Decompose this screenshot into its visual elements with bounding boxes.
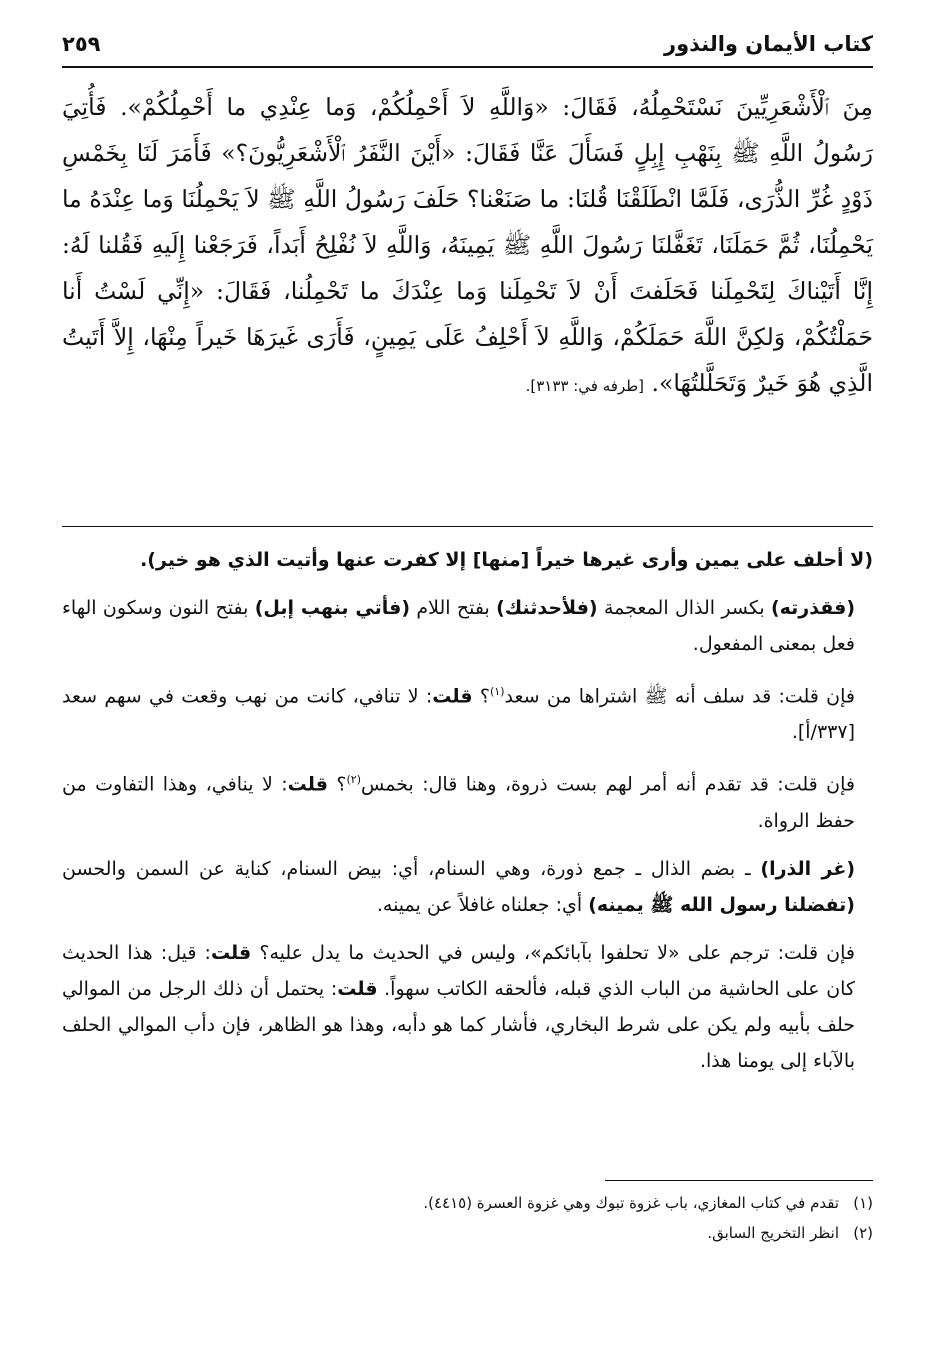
term-faqadhartuhu: (فقذرته) <box>770 597 856 619</box>
hadith-text: مِنَ ٱلْأَشْعَرِيِّينَ نَسْتَحْمِلُهُ، فَقَالَ: «وَاللَّهِ لاَ أَحْمِلُكُمْ، وَما عِنْدِي ما أَحْمِلُكُمْ». فَأُتِيَ رَسُولُ اللَّهِ ﷺ بِنَهْبِ إِبِلٍ فَسَأَلَ عَنَّا فَقَالَ: «أَيْنَ النَّفَرُ ٱلْأَشْعَرِيُّونَ؟» فَأَمَرَ لَنَا بِخَمْسِ ذَوْدٍ غُرِّ الذُّرَى، فَلَمَّا انْطَلَقْنَا قُلنَا: ما صَنَعْنا؟ حَلَفَ رَسُولُ اللَّهِ ﷺ لاَ يَحْمِلُنَا وَما عِنْدَهُ ما يَحْمِلُنَا، ثُمَّ حَمَلَنَا، تَغَفَّلنَا رَسُولَ اللَّهِ ﷺ يَمِينَهُ، وَاللَّهِ لاَ نُفْلِحُ أَبَداً، فَرَجَعْنا إِلَيهِ فَقُلنا لَهُ: إِنَّا أَتَيْناكَ لِتَحْمِلَنا فَحَلَفتَ أَنْ لاَ تَحْمِلَنا وَما عِنْدَكَ ما تَحْمِلُنا، فَقَالَ: «إِنِّي لَسْتُ أَنا حَمَلْتُكُمْ، وَلكِنَّ اللَّهَ حَمَلَكُمْ، وَاللَّهِ لاَ أَحْلِفُ عَلَى يَمِينٍ، فَأَرَى غَيرَهَا خَيراً مِنْهَا، إِلاَّ أَتَيتُ الَّذِي هُوَ خَيرٌ وَتَحَلَّلتُهَا». <box>62 93 873 397</box>
footnote-number: (٢) <box>853 1224 873 1242</box>
page-number: ٢٥٩ <box>62 32 101 56</box>
commentary-paragraph-1: (فقذرته) بكسر الذال المعجمة (فلأحدثنك) بفتح اللام (فأتي بنهب إبل) بفتح النون وسكون الهاء فعل بمعنى المفعول. <box>62 597 856 655</box>
footnote-number: (١) <box>853 1194 873 1212</box>
footnote-text: تقدم في كتاب المغازي، باب غزوة تبوك وهي غزوة العسرة (٤٤١٥). <box>423 1194 839 1212</box>
hadith-text-block <box>62 84 873 409</box>
footnote-1 <box>62 1188 873 1218</box>
term-fauti-binahb-ibil: (فأتي بنهب إبل) <box>254 597 411 619</box>
footnote-ref-1[interactable]: (١) <box>490 685 505 698</box>
term-falauhaddithannaka: (فلأحدثنك) <box>496 597 598 619</box>
term-tafaddalna: (تفضلنا رسول الله ﷺ يمينه) <box>588 893 855 916</box>
footnote-text: انظر التخريج السابق. <box>707 1224 839 1242</box>
term-ghurr-aldhura: (غر الذرا) <box>760 857 856 880</box>
page-header <box>62 30 873 70</box>
commentary-paragraph-3: فإن قلت: قد تقدم أنه أمر لهم بست ذروة، وهنا قال: بخمس$^{(٢)}$؟ قلت: لا ينافي، وهذا التفاوت من حفظ الرواة. <box>62 773 855 832</box>
footnote-divider <box>605 1180 873 1181</box>
commentary-paragraph-2: فإن قلت: قد سلف أنه ﷺ اشتراها من سعد$^{(١)}$؟ قلت: لا تنافي، كانت من نهب وقعت في سهم سعد [٣٣٧/أ]. <box>62 685 855 744</box>
commentary-paragraph-4: (غر الذرا) ـ بضم الذال ـ جمع ذورة، وهي السنام، أي: بيض السنام، كناية عن السمن والحسن (تفضلنا رسول الله ﷺ يمينه) أي: جعلناه غافلاً عن يمينه. <box>62 857 856 916</box>
footnote-ref-2[interactable]: (٢) <box>346 773 361 787</box>
section-divider <box>62 526 873 527</box>
commentary-paragraph-5: فإن قلت: ترجم على «لا تحلفوا بآبائكم»، وليس في الحديث ما يدل عليه؟ قلت: قيل: هذا الحديث كان على الحاشية من الباب الذي قبله، فألحقه الكاتب سهواً. قلت: يحتمل أن ذلك الرجل من الموالي حلف بأبيه ولم يكن على شرط البخاري، فأشار كما هو دأبه، وهذا هو الظاهر، فإن دأب الموالي الحلف بالآباء إلى يومنا هذا. <box>62 941 855 1072</box>
footnote-2 <box>62 1218 873 1248</box>
commentary-heading: (لا أحلف على يمين وأرى غيرها خيراً [منها] إلا كفرت عنها وأتيت الذي هو خير). <box>140 549 873 571</box>
hadith-reference: [طرفه في: ٣١٣٣]. <box>525 377 645 395</box>
running-title: كتاب الأيمان والنذور <box>664 32 873 56</box>
footnotes <box>62 1188 873 1248</box>
header-divider <box>62 66 873 68</box>
commentary-block <box>62 542 873 1091</box>
